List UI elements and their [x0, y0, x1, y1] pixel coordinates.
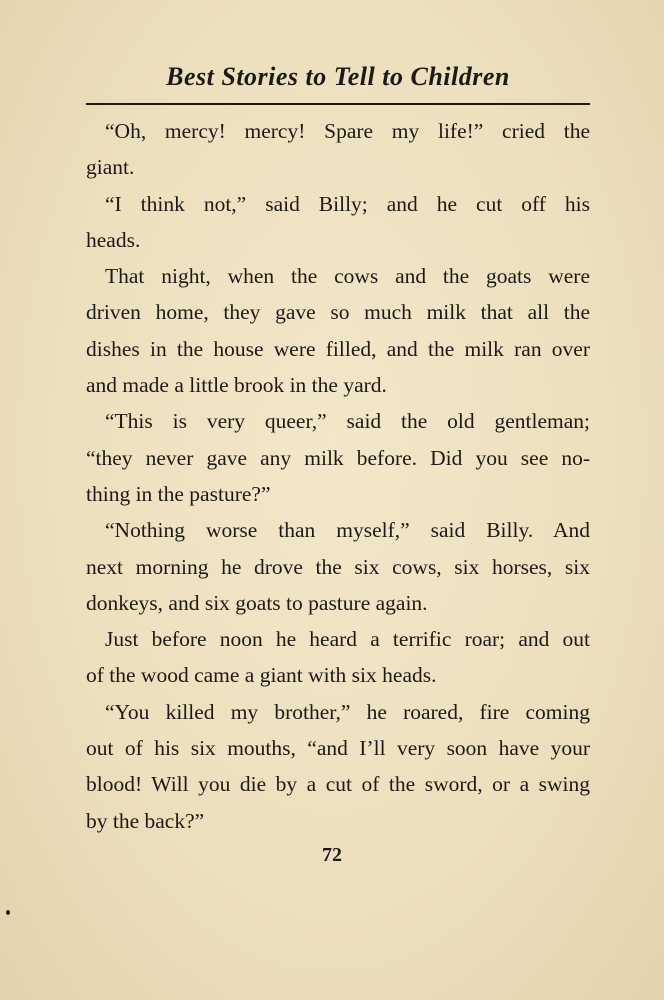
text-line: “You killed my brother,” he roared, fire coming	[105, 699, 590, 724]
body-text	[86, 113, 590, 839]
text-line: “This is very queer,” said the old gentleman;	[105, 409, 590, 434]
text-line: by the back?”	[86, 808, 205, 833]
text-line: Just before noon he heard a terrific roar; and out	[105, 627, 590, 652]
ink-speck	[6, 910, 10, 915]
text-line: out of his six mouths, “and I’ll very soon have your	[86, 736, 590, 761]
text-line: of the wood came a giant with six heads.	[86, 663, 437, 688]
text-line: driven home, they gave so much milk that all the	[86, 300, 590, 325]
header-rule	[86, 103, 590, 105]
page-number: 72	[322, 844, 342, 866]
text-line: “Oh, mercy! mercy! Spare my life!” cried the	[105, 119, 590, 143]
text-line: heads.	[86, 227, 141, 252]
text-line: giant.	[86, 155, 135, 180]
text-line: That night, when the cows and the goats were	[105, 264, 590, 289]
text-line: “I think not,” said Billy; and he cut off his	[105, 191, 590, 216]
text-line: “Nothing worse than myself,” said Billy. And	[105, 518, 590, 543]
text-line: thing in the pasture?”	[86, 481, 271, 506]
running-head: Best Stories to Tell to Children	[166, 62, 510, 91]
text-line: “they never gave any milk before. Did you see no-	[86, 445, 590, 470]
text-line: next morning he drove the six cows, six horses, six	[86, 554, 590, 579]
text-line: dishes in the house were filled, and the milk ran over	[86, 336, 590, 361]
text-line: donkeys, and six goats to pasture again.	[86, 590, 428, 615]
text-line: blood! Will you die by a cut of the sword, or a swing	[86, 772, 590, 797]
text-line: and made a little brook in the yard.	[86, 373, 387, 398]
